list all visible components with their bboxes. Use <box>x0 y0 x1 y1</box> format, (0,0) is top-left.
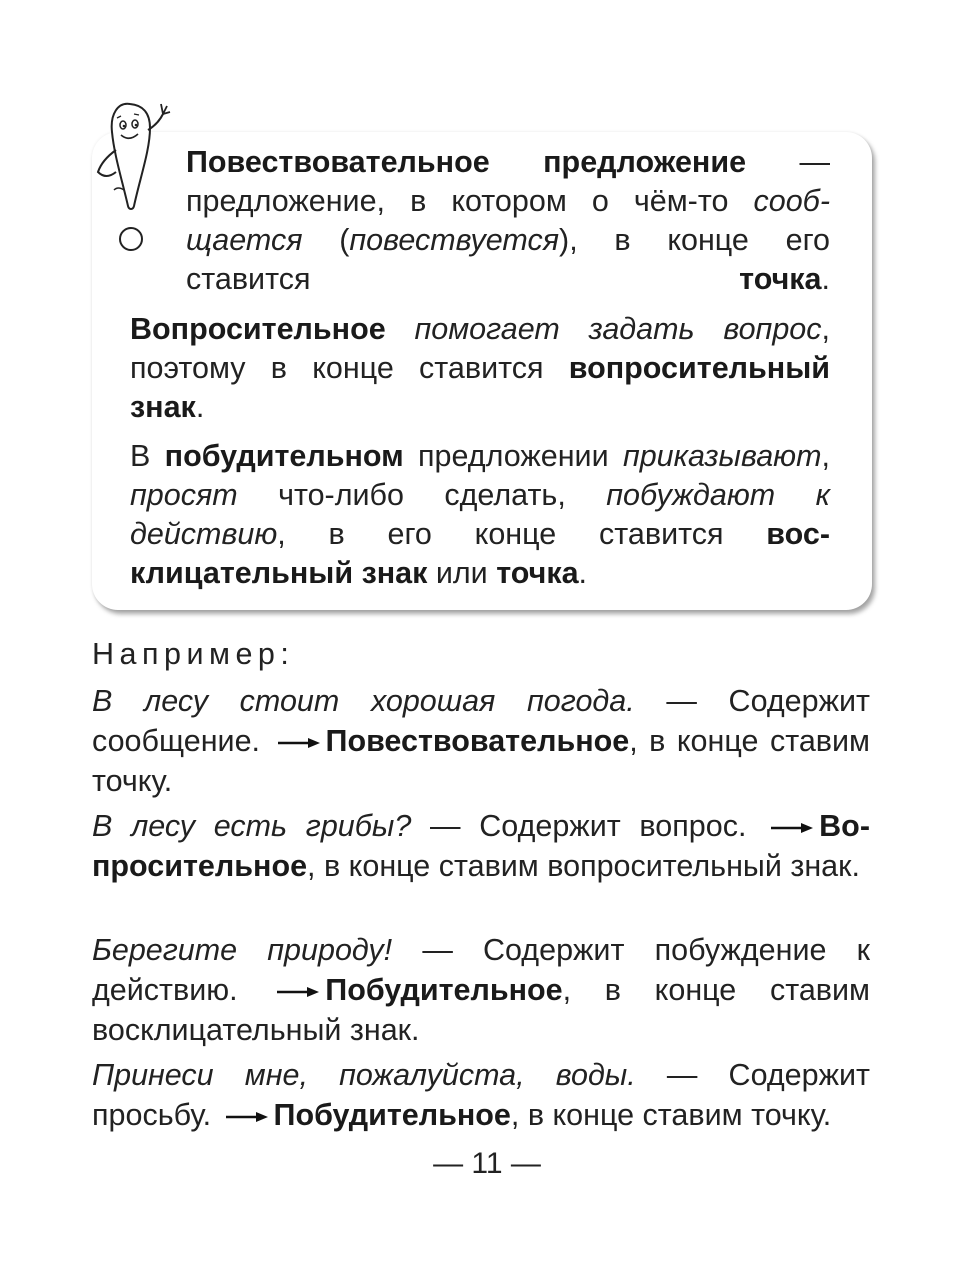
term-narrative: Повествовательное предложение <box>186 145 747 179</box>
term-imperative: побудительном <box>164 439 404 473</box>
example-item: В лесу есть грибы? — Содержит вопрос. Вопросительное, в конце ставим вопросительный знак. <box>92 809 870 883</box>
example-item: В лесу стоит хорошая погода. — Содержит сообщение. Повествовательное, в конце ставим точку. <box>92 684 871 798</box>
example-item: Берегите природу! — Содержит побуждение к действию. Побудительное, в конце ставим восклицательный знак. <box>92 933 870 1047</box>
arrow-right-icon <box>769 821 815 835</box>
arrow-right-icon <box>276 736 322 750</box>
exclamation-mascot-icon <box>88 98 180 256</box>
arrow-right-icon <box>224 1110 270 1124</box>
page-number: — 11 — <box>433 1147 541 1180</box>
rule-imperative: В побудительном предложении приказывают, просят что-либо сделать, побуждают к действию, в его конце ставится восклицательный знак или точка. <box>130 439 830 590</box>
rule-narrative: Повествовательное предложение — предложение, в котором о чём-то сообщается (повествуется), в конце его ставится точка. <box>186 145 830 296</box>
arrow-right-icon <box>275 985 321 999</box>
example-item: Принеси мне, пожалуйста, воды. — Содержит просьбу. Побудительное, в конце ставим точку. <box>92 1058 870 1132</box>
term-interrogative: Вопросительное <box>130 312 386 346</box>
rule-interrogative: Вопросительное помогает задать вопрос, поэтому в конце ставится вопросительный знак. <box>130 312 830 424</box>
examples-heading: Например: <box>92 637 295 671</box>
